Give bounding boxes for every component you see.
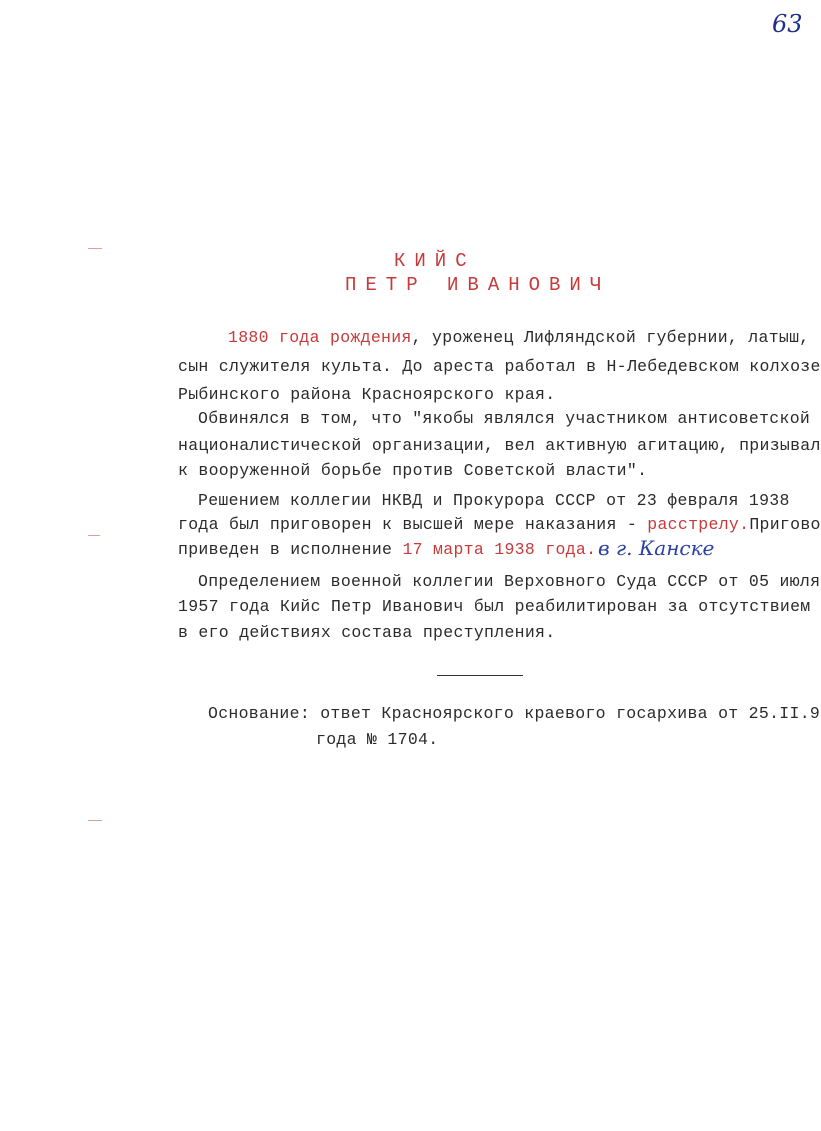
paragraph-4-line-1: Определением военной коллегии Верховного Суда СССР от 05 июля bbox=[198, 572, 821, 591]
person-surname: КИЙС bbox=[394, 250, 476, 272]
sentence-text: года был приговорен к высшей мере наказания - bbox=[178, 515, 648, 534]
basis-line-2: года № 1704. bbox=[316, 730, 439, 749]
basis-line-1: Основание: ответ Красноярского краевого госархива от 25.II.9 bbox=[208, 704, 821, 723]
sentence-punishment: расстрелу. bbox=[647, 515, 750, 534]
margin-mark bbox=[88, 248, 102, 249]
paragraph-4-line-2: 1957 года Кийс Петр Иванович был реабилитирован за отсутствием bbox=[178, 597, 811, 616]
paragraph-1-line-2: сын служителя культа. До ареста работал в Н-Лебедевском колхозе bbox=[178, 357, 821, 376]
paragraph-2-line-3: к вооруженной борьбе против Советской власти". bbox=[178, 461, 648, 480]
paragraph-4-line-3: в его действиях состава преступления. bbox=[178, 623, 556, 642]
paragraph-3-line-2 bbox=[178, 515, 821, 534]
paragraph-3-line-1: Решением коллегии НКВД и Прокурора СССР от 23 февраля 1938 bbox=[198, 491, 790, 510]
sentence-continued: Пригово bbox=[749, 515, 821, 534]
paragraph-1-line-1 bbox=[228, 328, 810, 347]
execution-date: 17 марта 1938 года. bbox=[402, 540, 597, 559]
paragraph-3-line-3 bbox=[178, 540, 596, 559]
section-divider bbox=[437, 675, 523, 676]
person-given-names: ПЕТР ИВАНОВИЧ bbox=[345, 274, 611, 296]
handwritten-place-note: в г. Канске bbox=[598, 536, 715, 560]
handwritten-page-number: 63 bbox=[772, 10, 803, 38]
execution-text: приведен в исполнение bbox=[178, 540, 403, 559]
margin-mark bbox=[88, 820, 102, 821]
paragraph-2-line-2: националистической организации, вел активную агитацию, призывал bbox=[178, 436, 821, 455]
paragraph-1-line-3: Рыбинского района Красноярского края. bbox=[178, 385, 556, 404]
margin-mark bbox=[88, 535, 100, 536]
birth-place-text: , уроженец Лифляндской губернии, латыш, bbox=[411, 328, 810, 347]
birth-year-text: 1880 года рождения bbox=[228, 328, 412, 347]
paragraph-2-line-1: Обвинялся в том, что "якобы являлся участником антисоветской bbox=[198, 409, 811, 428]
